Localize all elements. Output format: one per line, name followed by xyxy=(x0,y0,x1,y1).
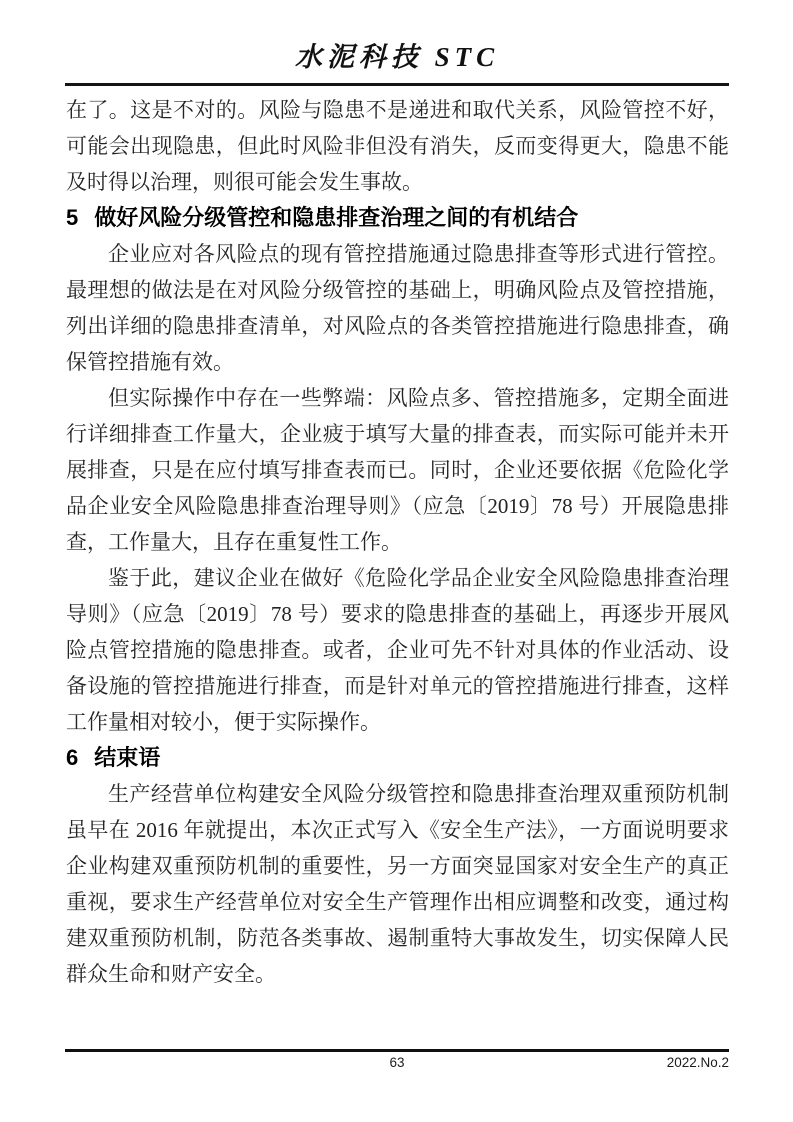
paragraph: 生产经营单位构建安全风险分级管控和隐患排查治理双重预防机制虽早在 2016 年就提出，本次正式写入《安全生产法》，一方面说明要求企业构建双重预防机制的重要性，另一方面突显国家对安全生产的真正重视，要求生产经营单位对安全生产管理作出相应调整和改变，通过构建双重预防机制，防范各类事故、遏制重特大事故发生，切实保障人民群众生命和财产安全。 xyxy=(66,782,729,986)
journal-title: 水泥科技 STC xyxy=(294,42,500,72)
section-heading-5 xyxy=(66,200,729,236)
paragraph: 鉴于此，建议企业在做好《危险化学品企业安全风险隐患排查治理导则》（应急〔2019〕78 号）要求的隐患排查的基础上，再逐步开展风险点管控措施的隐患排查。或者，企业可先不针对具体的作业活动、设备设施的管控措施进行排查，而是针对单元的管控措施进行排查，这样工作量相对较小，便于实际操作。 xyxy=(66,566,729,734)
section-title: 结束语 xyxy=(94,745,161,770)
page-footer xyxy=(65,1049,729,1075)
footer-line xyxy=(65,1055,729,1075)
document-body xyxy=(66,92,729,992)
section-title: 做好风险分级管控和隐患排查治理之间的有机结合 xyxy=(94,205,579,230)
section-number: 5 xyxy=(66,205,79,230)
footer-divider xyxy=(65,1049,729,1052)
page-header xyxy=(65,40,729,86)
paragraph: 企业应对各风险点的现有管控措施通过隐患排查等形式进行管控。最理想的做法是在对风险分级管控的基础上，明确风险点及管控措施，列出详细的隐患排查清单，对风险点的各类管控措施进行隐患排查，确保管控措施有效。 xyxy=(66,242,729,374)
paragraph: 但实际操作中存在一些弊端：风险点多、管控措施多，定期全面进行详细排查工作量大，企业疲于填写大量的排查表，而实际可能并未开展排查，只是在应付填写排查表而已。同时，企业还要依据《危险化学品企业安全风险隐患排查治理导则》（应急〔2019〕78 号）开展隐患排查，工作量大，且存在重复性工作。 xyxy=(66,386,729,554)
section-heading-6 xyxy=(66,740,729,776)
issue-label: 2022.No.2 xyxy=(666,1055,729,1070)
paragraph-continuation: 在了。这是不对的。风险与隐患不是递进和取代关系，风险管控不好，可能会出现隐患，但此时风险非但没有消失，反而变得更大，隐患不能及时得以治理，则很可能会发生事故。 xyxy=(66,98,729,194)
page-number: 63 xyxy=(389,1055,405,1070)
section-number: 6 xyxy=(66,745,79,770)
header-divider xyxy=(65,83,729,86)
